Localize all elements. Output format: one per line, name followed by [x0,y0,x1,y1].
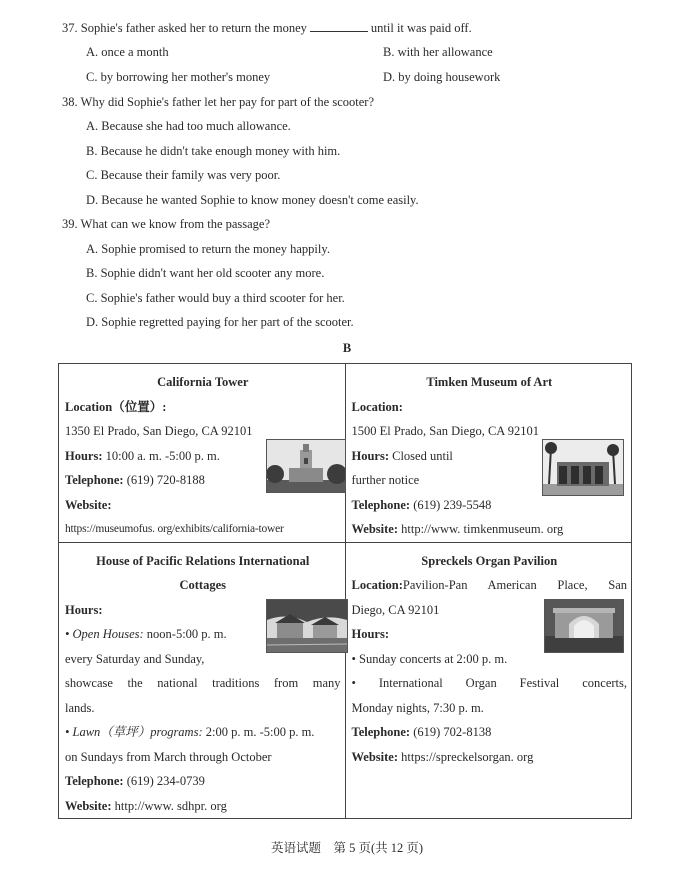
card-title: California Tower [157,375,249,389]
spreckels-pavilion-card: Spreckels Organ Pavilion Location:Pavilion-Pan American Place, San Diego, CA 92101 Hours: • Sunday concerts at 2:00 p. m. • International Organ Festival concerts, Monday nights, 7:30 p. m. Telephone: (619) 702-8138 Website: https://spreckelsorgan. org [345,542,632,819]
q37-option-c: C. by borrowing her mother's money [86,70,271,84]
card-title: Spreckels Organ Pavilion [421,553,558,568]
timken-museum-photo [542,439,624,496]
location-text: 1350 El Prado, San Diego, CA 92101 [65,424,253,438]
website-link[interactable]: http://www. timkenmuseum. org [401,522,564,536]
answer-blank [310,21,368,32]
attractions-table [58,363,632,819]
pacific-cottages-photo [266,599,348,653]
q37-option-b: B. with her allowance [383,45,493,59]
pacific-relations-card: House of Pacific Relations International Cottages Hours: • Open Houses: noon-5:00 p. m. every Saturday and Sunday, showcase the national traditions from many lands. • Lawn（草坪）programs: 2:00 p. m. -5:00 p. m. on Sundays from March through October Telephone: (619) 234-0739 Website: http://www. sdhpr. org [59,542,346,819]
timken-museum-card: Timken Museum of Art Location: 1500 El Prado, San Diego, CA 92101 Hours: Closed until further notice Telephone: (619) 239-5548 Website: http://www. timkenmuseum. org [345,364,632,543]
website-link[interactable]: http://www. sdhpr. org [114,798,227,813]
location-text: 1500 El Prado, San Diego, CA 92101 [351,424,539,438]
question-39-stem: 39. What can we know from the passage? [62,217,271,231]
q38-option-a: A. Because she had too much allowance. [86,119,291,133]
website-link[interactable]: https://spreckelsorgan. org [401,749,534,764]
q38-option-c: C. Because their family was very poor. [86,168,281,182]
q39-option-c: C. Sophie's father would buy a third scooter for her. [86,291,345,305]
question-38-stem: 38. Why did Sophie's father let her pay for part of the scooter? [62,95,374,109]
q37-option-a: A. once a month [86,45,169,59]
card-title: Timken Museum of Art [426,375,553,389]
q39-option-b: B. Sophie didn't want her old scooter any more. [86,266,325,280]
website-link[interactable]: https://museumofus. org/exhibits/california-tower [65,523,284,535]
question-37-stem: 37. Sophie's father asked her to return the money until it was paid off. [62,21,472,35]
california-tower-photo [266,439,346,493]
card-title: House of Pacific Relations International [96,553,310,568]
page-footer: 英语试题 第 5 页(共 12 页) [270,841,424,855]
q39-option-a: A. Sophie promised to return the money happily. [86,242,330,256]
q37-option-d: D. by doing housework [383,70,501,84]
section-label: B [342,341,352,355]
spreckels-pavilion-photo [544,599,624,653]
q38-option-b: B. Because he didn't take enough money with him. [86,144,341,158]
q38-option-d: D. Because he wanted Sophie to know money doesn't come easily. [86,193,419,207]
q39-option-d: D. Sophie regretted paying for her part of the scooter. [86,315,354,329]
california-tower-card: California Tower Location（位置）: 1350 El Prado, San Diego, CA 92101 Hours: 10:00 a. m. -5:00 p. m. Telephone: (619) 720-8188 Website: https://museumofus. org/exhibits/california-tower [59,364,346,543]
